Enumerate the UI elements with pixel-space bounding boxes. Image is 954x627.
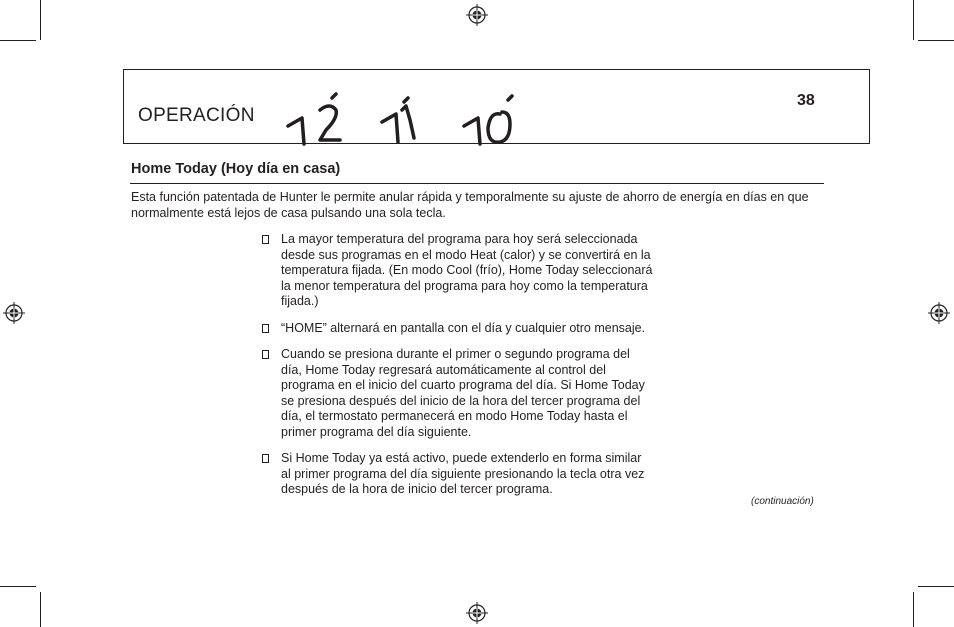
crop-mark [918,586,954,587]
lcd-digits-icon [274,80,534,150]
list-item [262,347,654,440]
bullet-box-icon [262,350,269,359]
divider [130,183,824,184]
crop-mark [0,40,36,41]
bullet-box-icon [262,235,269,244]
subheading: Home Today (Hoy día en casa) [131,161,341,177]
continued-note: (continuación) [751,496,814,507]
section-title: OPERACIÓN [138,105,255,126]
bullet-list [262,232,654,509]
crop-mark [918,40,954,41]
registration-mark-icon [466,602,488,624]
list-item [262,451,654,498]
page-number: 38 [797,92,815,109]
list-item-text: La mayor temperatura del programa para hoy será seleccionada desde sus programas en el modo Heat (calor) y se convertirá en la temperatura fijada. (En modo Cool (frío), Home Today seleccionará la menor temperatura del programa para hoy como la temperatura fijada.) [281,232,653,308]
intro-paragraph: Esta función patentada de Hunter le permite anular rápida y temporalmente su ajuste de ahorro de energía en días en que normalmente está lejos de casa pulsando una sola tecla. [131,190,809,220]
crop-mark [40,0,41,40]
list-item-text: Cuando se presiona durante el primer o segundo programa del día, Home Today regresará automáticamente al control del programa en el inicio del cuarto programa del día. Si Home Today se presiona después del inicio de la hora del tercer programa del día, el termostato permanecerá en modo Home Today hasta el primer programa del día siguiente. [281,347,645,439]
list-item-text: “HOME” alternará en pantalla con el día y cualquier otro mensaje. [281,320,646,335]
registration-mark-icon [3,302,25,324]
bullet-box-icon [262,454,269,463]
bullet-box-icon [262,324,269,333]
registration-mark-icon [466,4,488,26]
crop-mark [40,592,41,627]
crop-mark [913,592,914,627]
page-header [123,69,870,144]
list-item [262,232,654,310]
crop-mark [0,586,36,587]
list-item [262,321,654,337]
crop-mark [913,0,914,40]
list-item-text: Si Home Today ya está activo, puede extenderlo en forma similar al primer programa del día siguiente presionando la tecla otra vez después de la hora de inicio del tercer programa. [281,451,645,496]
registration-mark-icon [928,302,950,324]
